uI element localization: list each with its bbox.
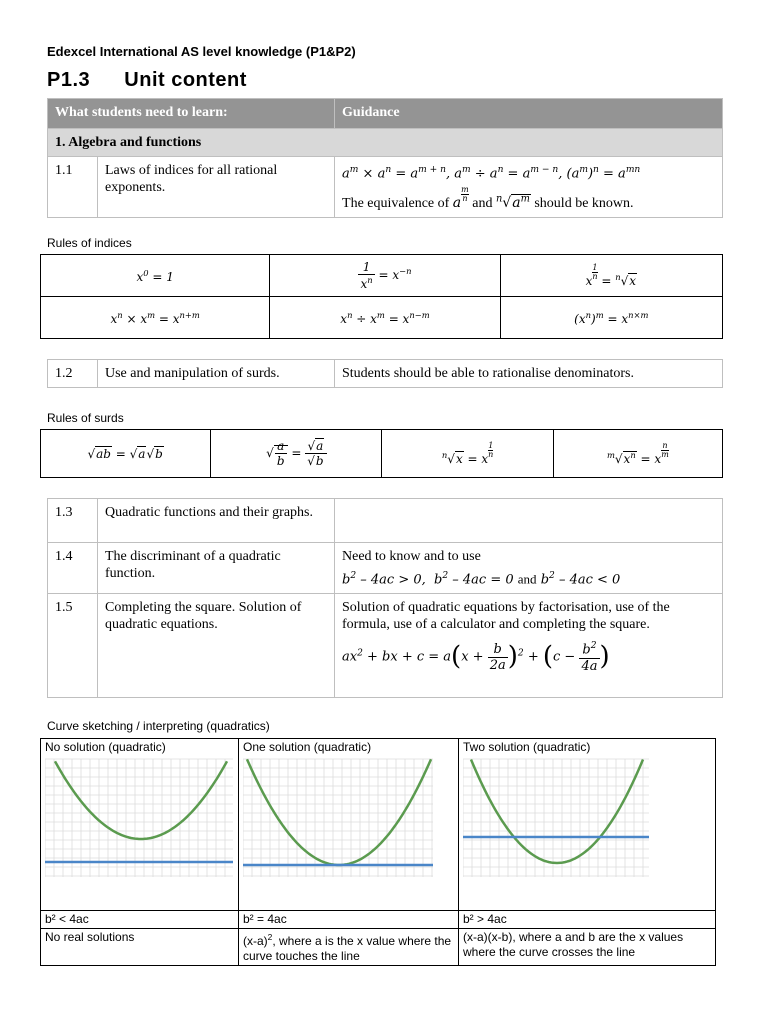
row-number: 1.1 <box>48 157 98 218</box>
spec-table-2 <box>47 359 723 388</box>
surd-rule-root: $^n$√x = x $\frac{1}{n}$ <box>382 430 553 478</box>
grid <box>45 759 233 877</box>
index-rule-divide: $x^n \div x^m = x^{n-m}$ <box>270 297 500 339</box>
row-number: 1.4 <box>48 543 98 594</box>
index-rule-negative: $\frac{1}{x^n}$ = $x^{-n}$ <box>270 255 500 297</box>
index-rule-fractional: x $\frac{1}{n}$ = $^n$√x <box>500 255 722 297</box>
row-guidance: Students should be able to rationalise denominators. <box>335 360 723 388</box>
rules-of-indices-label: Rules of indices <box>47 236 132 250</box>
parabola-no-solution-graph <box>45 755 235 905</box>
col-header-learn: What students need to learn: <box>48 99 335 129</box>
grid <box>243 759 433 877</box>
row-text: The discriminant of a quadratic function. <box>98 543 335 594</box>
unit-title: Unit content <box>124 69 247 91</box>
curve-title: No solution (quadratic) <box>45 740 166 754</box>
equivalence-and: and <box>472 196 493 212</box>
curve-cell-two-solutions <box>459 739 716 911</box>
discriminant-intro: Need to know and to use <box>342 549 481 564</box>
equivalence-line <box>342 186 715 212</box>
equivalence-suffix: should be known. <box>534 196 634 212</box>
row-guidance <box>335 157 723 218</box>
surd-rule-quotient: √ $\frac{a}{b}$ = $\frac{√a}{√b}$ <box>211 430 382 478</box>
description: (x-a)(x-b), where a and b are the x values where the curve crosses the line <box>459 929 716 966</box>
curve-cell-no-solution <box>41 739 239 911</box>
parabola-one-solution-graph <box>243 755 455 905</box>
rules-of-surds-table <box>40 429 723 478</box>
index-rule-multiply: $x^n \times x^m = x^{n+m}$ <box>41 297 270 339</box>
index-rule-power: $(x^n)^m = x^{n\times m}$ <box>500 297 722 339</box>
discriminant-and: and <box>517 571 537 587</box>
curve-title: One solution (quadratic) <box>243 740 372 754</box>
row-number: 1.5 <box>48 594 98 698</box>
row-guidance <box>335 499 723 543</box>
curve-cell-one-solution <box>239 739 459 911</box>
row-text: Use and manipulation of surds. <box>98 360 335 388</box>
spec-table-1 <box>47 98 723 218</box>
description-text: , where a is the x value where the curve touches the line <box>243 934 452 963</box>
quadratic-solution-guidance: Solution of quadratic equations by factorisation, use of the formula, use of a calculator and completing the square. <box>342 600 670 633</box>
unit-code: P1.3 <box>47 69 91 91</box>
row-number: 1.2 <box>48 360 98 388</box>
curve-title: Two solution (quadratic) <box>463 740 591 754</box>
row-text: Quadratic functions and their graphs. <box>98 499 335 543</box>
course-title: Edexcel International AS level knowledge (P1&P2) <box>47 44 356 59</box>
description: $(x-a)^2$, where a is the x value where the curve touches the line <box>239 929 459 966</box>
equivalence-power: a $\frac{m}{n}$ <box>452 185 469 212</box>
index-laws-formula: $a^m \times a^n = a^{m + n}$, $a^m \div a^n = a^{m - n}$, $(a^m)^n = a^{mn}$ <box>342 165 641 182</box>
equivalence-root: $^n√a^m$ <box>495 193 530 212</box>
col-header-guidance: Guidance <box>335 99 723 129</box>
discriminant-formula: $b^2 - 4ac > 0$, $b^2 - 4ac = 0$ and $b^2 - 4ac < 0$ <box>342 571 621 588</box>
section-heading: 1. Algebra and functions <box>48 129 723 157</box>
row-guidance <box>335 543 723 594</box>
parabola-curve <box>471 760 643 864</box>
surd-rule-root-power: $^m√x^n = x$ $\frac{n}{m}$ <box>553 430 722 478</box>
row-number: 1.3 <box>48 499 98 543</box>
rules-of-surds-label: Rules of surds <box>47 411 124 425</box>
row-text: Completing the square. Solution of quadratic equations. <box>98 594 335 698</box>
rules-of-indices-table <box>40 254 723 339</box>
condition: b² > 4ac <box>459 911 716 929</box>
spec-table-3 <box>47 498 723 698</box>
description: No real solutions <box>41 929 239 966</box>
index-rule-zero: $x^0 = 1$ <box>41 255 270 297</box>
curves-table <box>40 738 716 966</box>
row-text: Laws of indices for all rational exponents. <box>98 157 335 218</box>
condition: b² = 4ac <box>239 911 459 929</box>
equivalence-prefix: The equivalence of <box>342 196 450 212</box>
surd-rule-product: √ab = √a√b <box>41 430 211 478</box>
condition: b² < 4ac <box>41 911 239 929</box>
row-guidance <box>335 594 723 698</box>
unit-heading <box>47 69 247 92</box>
completing-square-formula: $ax^2$ + bx + c = a(x + $\frac{b}{2a}$ )$^2$ + (c − $\frac{b^2}{4a}$ ) <box>342 641 610 674</box>
grid <box>463 759 649 877</box>
parabola-two-solution-graph <box>463 755 712 905</box>
curves-label: Curve sketching / interpreting (quadratics) <box>47 719 270 733</box>
